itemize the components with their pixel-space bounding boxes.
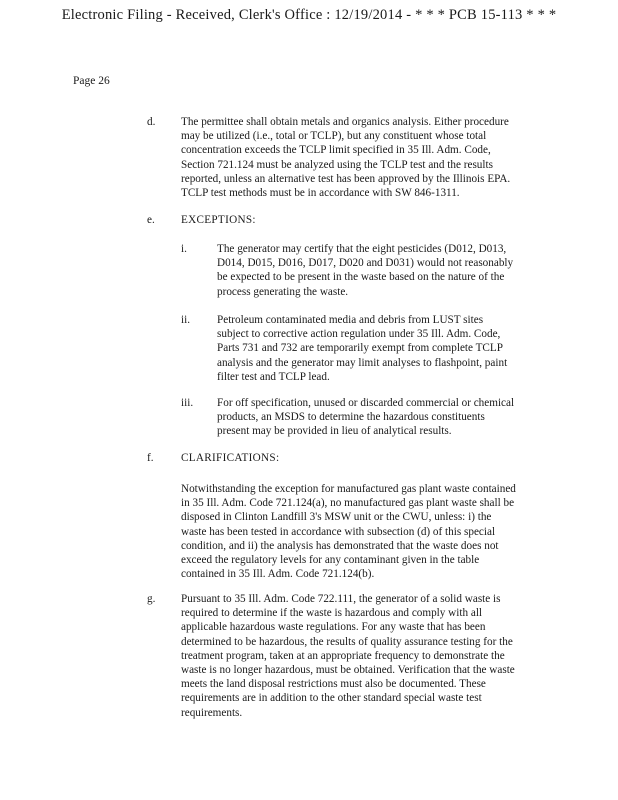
section-g-label: g. bbox=[147, 593, 156, 605]
section-f-heading: CLARIFICATIONS: bbox=[181, 452, 280, 464]
section-e-label: e. bbox=[147, 214, 155, 226]
section-d-label: d. bbox=[147, 116, 156, 128]
item-i-text: The generator may certify that the eight pesticides (D012, D013, D014, D015, D016, D017, D020 and D031) would not reasonably be expected to be present in the waste based on the nature of the process generating the waste. bbox=[217, 243, 514, 298]
page-number: Page 26 bbox=[73, 75, 110, 87]
item-iii-text: For off specification, unused or discarded commercial or chemical products, an MSDS to determine the hazardous constituents present may be provided in lieu of analytical results. bbox=[217, 397, 515, 438]
item-i-label: i. bbox=[181, 243, 187, 255]
section-d-text: The permittee shall obtain metals and organics analysis. Either procedure may be utilized (i.e., total or TCLP), but any constituent whose total concentration exceeds the TCLP limit specified in 35 Ill. Adm. Code, Section 721.124 must be analyzed using the TCLP test and the results reported, unless an alternative test has been approved by the Illinois EPA. TCLP test methods must be in accordance with SW 846-1311. bbox=[181, 116, 511, 200]
item-iii bbox=[217, 396, 517, 439]
section-d bbox=[181, 115, 516, 200]
section-f-label: f. bbox=[147, 452, 154, 464]
section-e-heading: EXCEPTIONS: bbox=[181, 214, 256, 226]
section-f-text: Notwithstanding the exception for manufactured gas plant waste contained in 35 Ill. Adm. Code 721.124(a), no manufactured gas plant waste shall be disposed in Clinton Landfill 3's MSW unit or the CWU, unless: i) the waste has been tested in accordance with subsection (d) of this special condition, and ii) the analysis has demonstrated that the waste does not exceed the regulatory levels for any contaminant given in the table contained in 35 Ill. Adm. Code 721.124(b). bbox=[181, 483, 516, 581]
item-ii-label: ii. bbox=[181, 314, 191, 326]
item-ii-text: Petroleum contaminated media and debris from LUST sites subject to corrective action regulation under 35 Ill. Adm. Code, Parts 731 and 732 are temporarily exempt from complete TCLP analysis and the generator may limit analyses to flashpoint, paint filter test and TCLP lead. bbox=[217, 314, 508, 383]
item-i bbox=[217, 242, 517, 299]
item-ii bbox=[217, 313, 517, 384]
section-g-text: Pursuant to 35 Ill. Adm. Code 722.111, the generator of a solid waste is required to determine if the waste is hazardous and comply with all applicable hazardous waste regulations. For any waste that has been determined to be hazardous, the results of quality assurance testing for the treatment program, taken at an appropriate frequency to demonstrate the waste is no longer hazardous, must be obtained. Verification that the waste meets the land disposal restrictions must also be documented. These requirements are in addition to the other standard special waste test requirements. bbox=[181, 593, 515, 719]
section-g bbox=[181, 592, 517, 720]
item-iii-label: iii. bbox=[181, 397, 194, 409]
section-f bbox=[181, 482, 517, 581]
electronic-filing-header: Electronic Filing - Received, Clerk's Office : 12/19/2014 - * * * PCB 15-113 * * * bbox=[61, 7, 557, 23]
